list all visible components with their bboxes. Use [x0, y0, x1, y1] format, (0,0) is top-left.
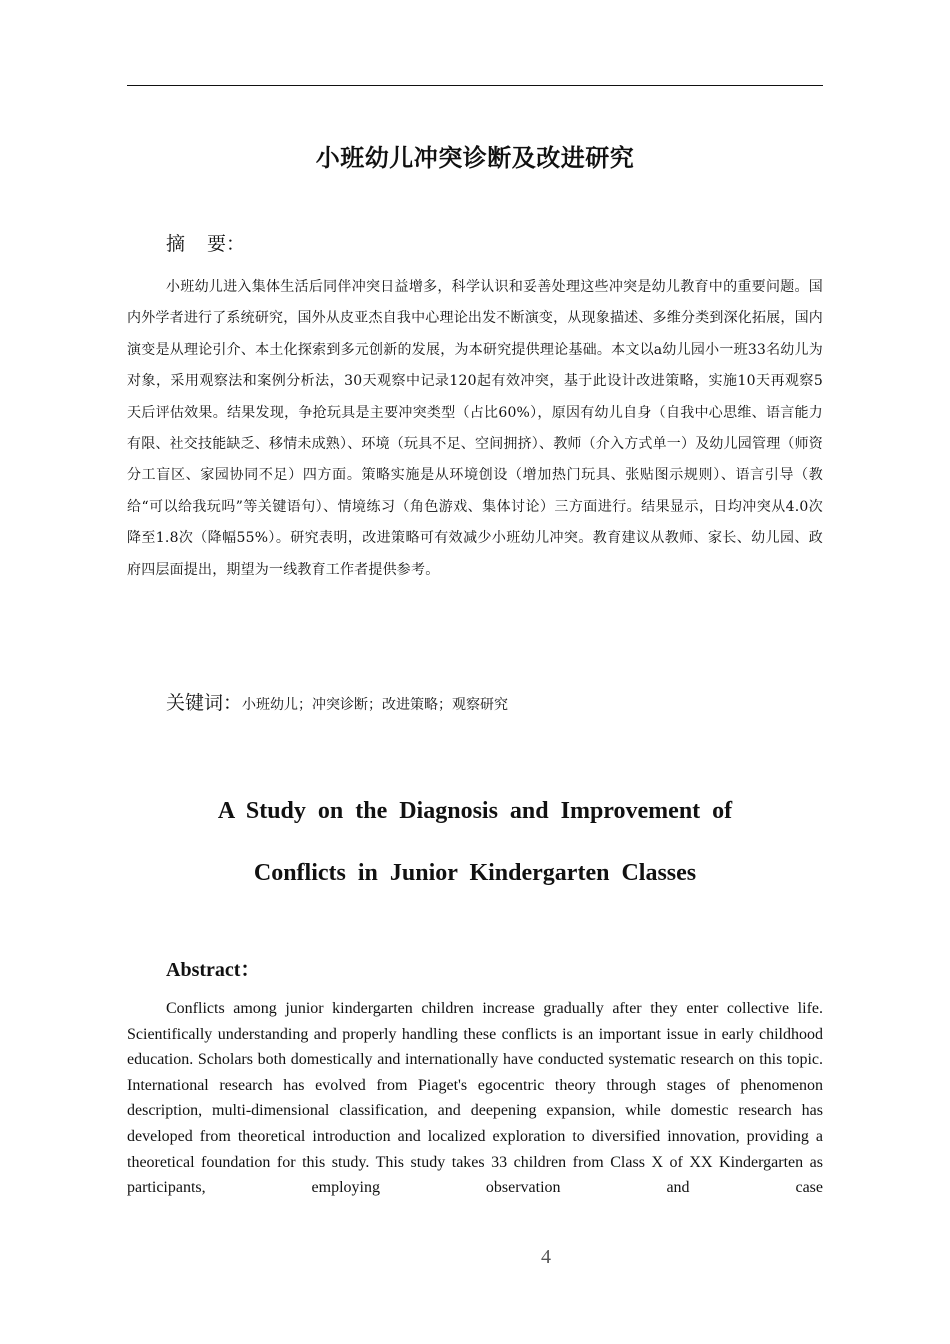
chinese-keywords-label: 关键词： [166, 692, 243, 714]
header-rule [127, 85, 823, 86]
english-abstract-text: Conflicts among junior kindergarten children increase gradually after they enter collective life. Scientifically understanding and properly handling these conflicts is an important issue in early childhood education. Scholars both domestically and internationally have conducted systematic research on this topic. International research has evolved from Piaget's egocentric theory through stages of phenomenon description, multi-dimensional classification, and deepening expansion, while domestic research has developed from theoretical introduction and localized exploration to diversified innovation, providing a theoretical foundation for this study. This study takes 33 children from Class X of XX Kindergarten as participants, employing observation and case [127, 1000, 823, 1197]
chinese-abstract-heading [166, 229, 245, 256]
page-number: 4 [541, 1246, 551, 1268]
english-title-line-2: Conflicts in Junior Kindergarten Classes [253, 860, 697, 886]
chinese-abstract-text: 小班幼儿进入集体生活后同伴冲突日益增多，科学认识和妥善处理这些冲突是幼儿教育中的重要问题。国内外学者进行了系统研究，国外从皮亚杰自我中心理论出发不断演变，从现象描述、多维分类到深化拓展，国内演变是从理论引介、本土化探索到多元创新的发展，为本研究提供理论基础。本文以a幼儿园小一班33名幼儿为对象，采用观察法和案例分析法，30天观察中记录120起有效冲突，基于此设计改进策略，实施10天再观察5天后评估效果。结果发现，争抢玩具是主要冲突类型（占比60%），原因有幼儿自身（自我中心思维、语言能力有限、社交技能缺乏、移情未成熟）、环境（玩具不足、空间拥挤）、教师（介入方式单一）及幼儿园管理（师资分工盲区、家园协同不足）四方面。策略实施是从环境创设（增加热门玩具、张贴图示规则）、语言引导（教给“可以给我玩吗”等关键语句）、情境练习（角色游戏、集体讨论）三方面进行。结果显示，日均冲突从4.0次降至1.8次（降幅55%）。研究表明，改进策略可有效减少小班幼儿冲突。教育建议从教师、家长、幼儿园、政府四层面提出，期望为一线教育工作者提供参考。 [127, 279, 823, 578]
english-title-line-1: A Study on the Diagnosis and Improvement of [217, 798, 733, 824]
chinese-keywords-list: 小班幼儿；冲突诊断；改进策略；观察研究 [242, 697, 509, 713]
chinese-keywords [166, 688, 508, 715]
english-abstract-heading: Abstract： [166, 959, 261, 981]
chinese-title: 小班幼儿冲突诊断及改进研究 [315, 144, 635, 172]
chinese-abstract-heading-char: 摘 [166, 233, 186, 255]
chinese-abstract-heading-rest: 要： [207, 233, 246, 255]
